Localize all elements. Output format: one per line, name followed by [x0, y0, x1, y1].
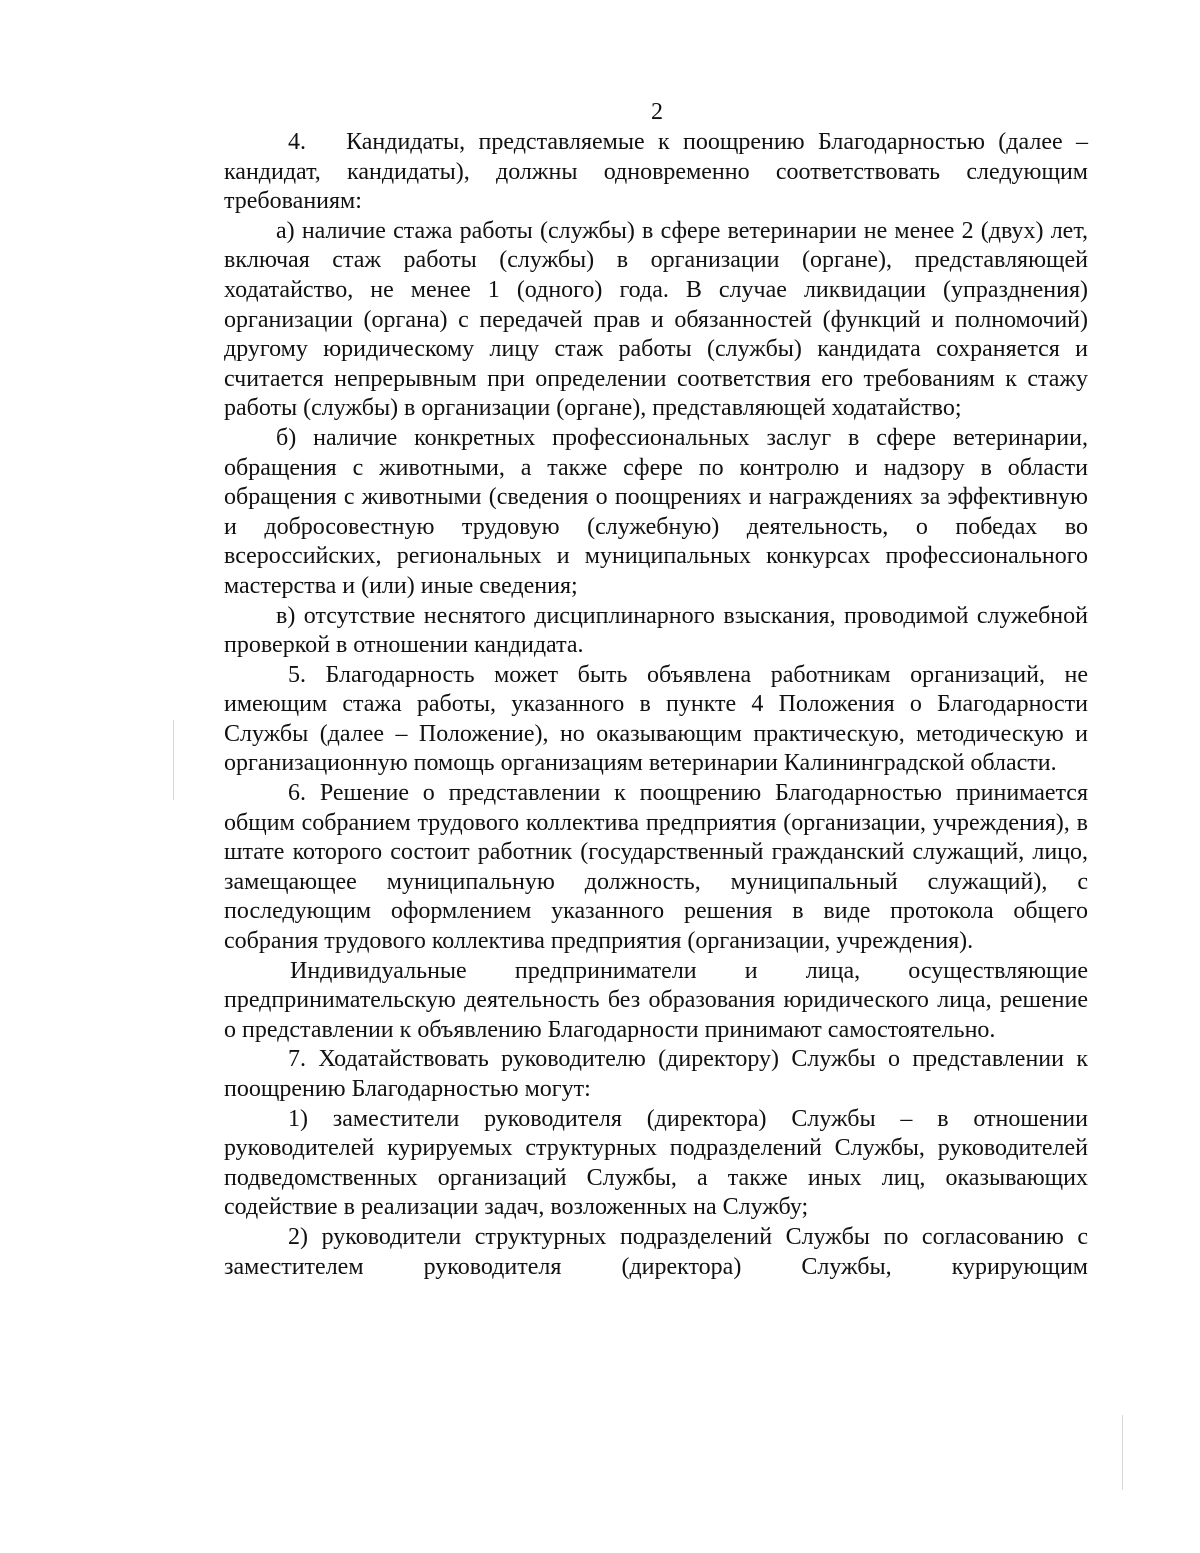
- scan-artifact: [173, 720, 174, 800]
- scan-artifact: [1122, 1415, 1123, 1490]
- paragraph-item-4b: б) наличие конкретных профессиональных заслуг в сфере ветеринарии, обращения с животными, а также сфере по контролю и надзору в области обращения с животными (сведения о поощрениях и награждениях за эффективную и добросовестную трудовую (служебную) деятельность, о победах во всероссийских, региональных и муниципальных конкурсах профессионального мастерства и (или) иные сведения;: [224, 424, 1088, 599]
- page-number: 2: [651, 99, 663, 125]
- paragraph-item-7: 7. Ходатайствовать руководителю (директору) Службы о представлении к поощрению Благодарностью могут:: [224, 1046, 1088, 1102]
- paragraph-item-7-1: 1) заместители руководителя (директора) Службы – в отношении руководителей курируемых структурных подразделений Службы, руководителей подведомственных организаций Службы, а также иных лиц, оказывающих содействие в реализации задач, возложенных на Службу;: [224, 1105, 1088, 1221]
- document-body: [224, 128, 1088, 1282]
- paragraph-item-4c: в) отсутствие неснятого дисциплинарного взыскания, проводимой служебной проверкой в отношении кандидата.: [224, 602, 1088, 659]
- paragraph-item-4a: а) наличие стажа работы (службы) в сфере ветеринарии не менее 2 (двух) лет, включая стаж работы (службы) в организации (органе), представляющей ходатайство, не менее 1 (одного) года. В случае ликвидации (упразднения) организации (органа) с передачей прав и обязанностей (функций и полномочий) другому юридическому лицу стаж работы (службы) кандидата сохраняется и считается непрерывным при определении соответствия его требованиям к стажу работы (службы) в организации (органе), представляющей ходатайство;: [224, 217, 1088, 422]
- paragraph-item-4: 4. Кандидаты, представляемые к поощрению Благодарностью (далее – кандидат, кандидаты), должны одновременно соответствовать следующим требованиям:: [224, 129, 1088, 215]
- paragraph-item-6: 6. Решение о представлении к поощрению Благодарностью принимается общим собранием трудового коллектива предприятия (организации, учреждения), в штате которого состоит работник (государственный гражданский служащий, лицо, замещающее муниципальную должность, муниципальный служащий), с последующим оформлением указанного решения в виде протокола общего собрания трудового коллектива предприятия (организации, учреждения).: [224, 780, 1088, 955]
- paragraph-item-5: 5. Благодарность может быть объявлена работникам организаций, не имеющим стажа работы, указанного в пункте 4 Положения о Благодарности Службы (далее – Положение), но оказывающим практическую, методическую и организационную помощь организациям ветеринарии Калининградской области.: [224, 661, 1088, 777]
- paragraph-item-7-2: 2) руководители структурных подразделений Службы по согласованию с заместителем руководителя (директора) Службы, курирующим: [224, 1223, 1088, 1280]
- paragraph-entrepreneurs: Индивидуальные предприниматели и лица, осуществляющие предпринимательскую деятельность без образования юридического лица, решение о представлении к объявлению Благодарности принимают самостоятельно.: [224, 957, 1088, 1043]
